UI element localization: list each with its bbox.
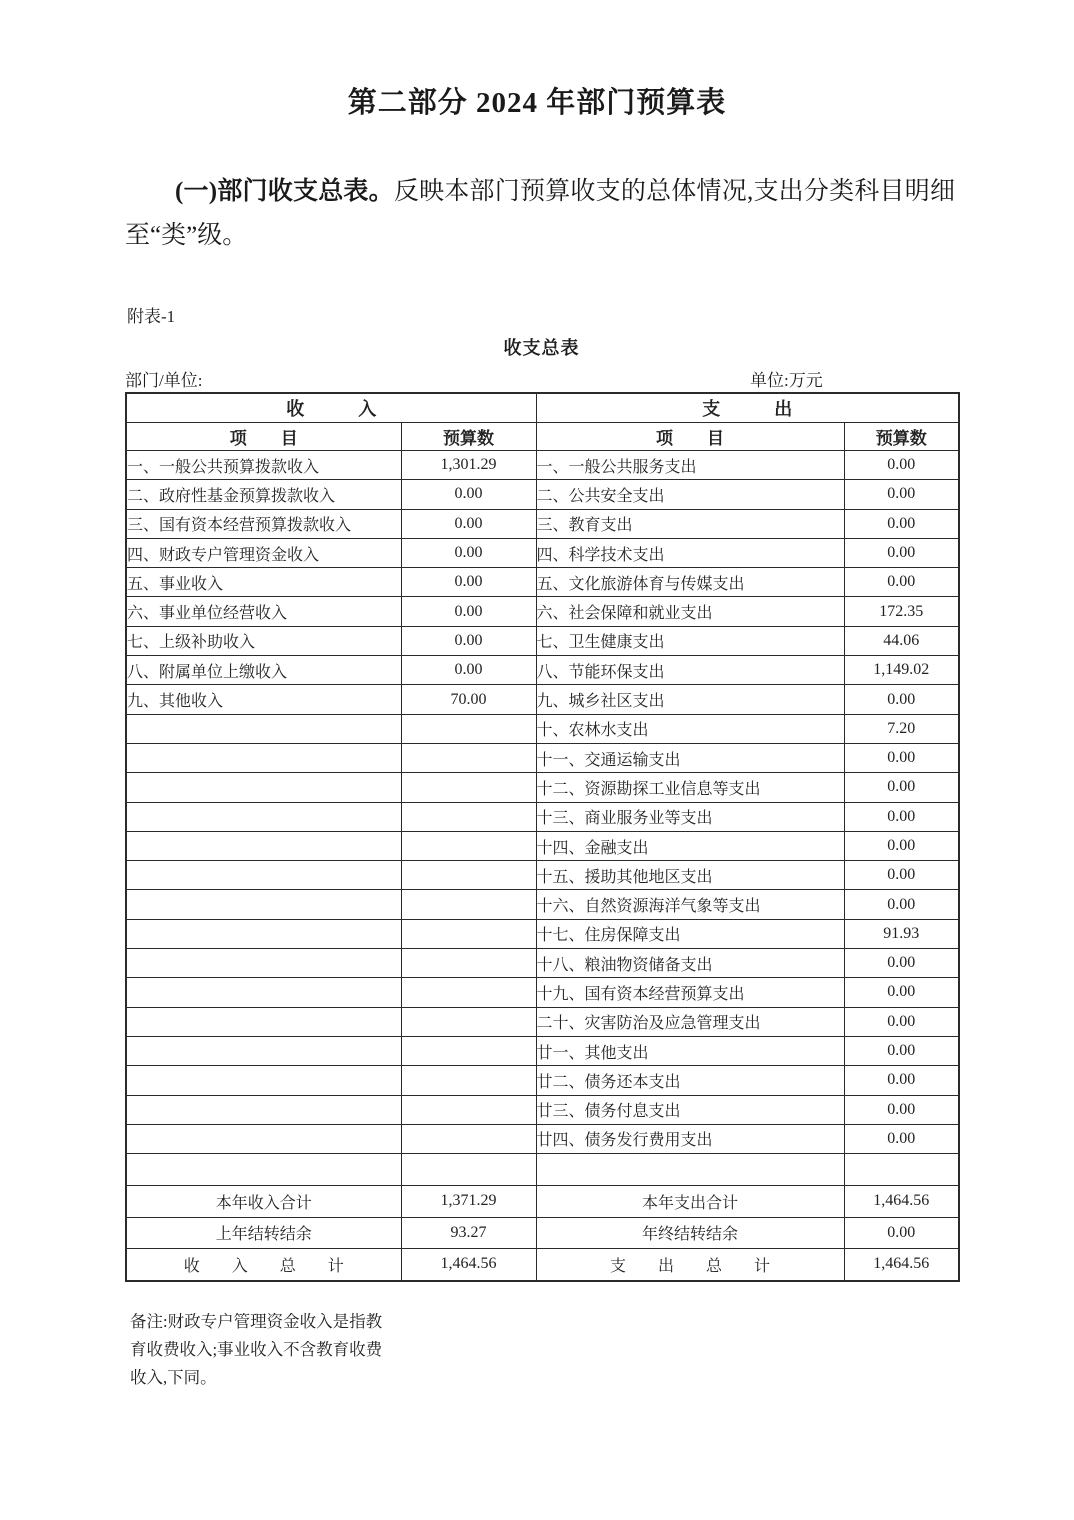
empty-cell bbox=[536, 1154, 844, 1186]
income-section-header: 收 入 bbox=[126, 393, 536, 423]
expense-value-cell: 0.00 bbox=[844, 773, 959, 802]
income-total-value-cell: 1,464.56 bbox=[401, 1249, 536, 1281]
income-value-cell: 0.00 bbox=[401, 626, 536, 655]
expense-item-cell: 廿四、债务发行费用支出 bbox=[536, 1124, 844, 1153]
spacer-row bbox=[126, 1154, 959, 1186]
expense-item-cell: 五、文化旅游体育与传媒支出 bbox=[536, 568, 844, 597]
expense-value-cell: 0.00 bbox=[844, 890, 959, 919]
expense-value-cell: 0.00 bbox=[844, 1036, 959, 1065]
budget-row bbox=[126, 568, 959, 597]
income-item-cell: 三、国有资本经营预算拨款收入 bbox=[126, 509, 401, 538]
department-unit-label: 部门/单位: bbox=[125, 371, 203, 390]
budget-row bbox=[126, 714, 959, 743]
budget-row bbox=[126, 656, 959, 685]
expense-value-cell: 0.00 bbox=[844, 743, 959, 772]
expense-value-cell: 172.35 bbox=[844, 597, 959, 626]
expense-value-cell: 0.00 bbox=[844, 509, 959, 538]
income-value-cell: 1,301.29 bbox=[401, 451, 536, 480]
budget-row bbox=[126, 1036, 959, 1065]
income-value-cell bbox=[401, 1095, 536, 1124]
expense-value-cell: 1,149.02 bbox=[844, 656, 959, 685]
total-row bbox=[126, 1217, 959, 1249]
income-item-header: 项 目 bbox=[126, 423, 401, 451]
expense-item-cell: 二十、灾害防治及应急管理支出 bbox=[536, 1007, 844, 1036]
expense-item-cell: 十九、国有资本经营预算支出 bbox=[536, 978, 844, 1007]
expense-item-cell: 八、节能环保支出 bbox=[536, 656, 844, 685]
income-value-cell: 0.00 bbox=[401, 509, 536, 538]
budget-row bbox=[126, 919, 959, 948]
expense-item-cell: 四、科学技术支出 bbox=[536, 538, 844, 567]
income-item-cell: 五、事业收入 bbox=[126, 568, 401, 597]
expense-value-cell: 0.00 bbox=[844, 451, 959, 480]
income-value-cell bbox=[401, 1036, 536, 1065]
expense-item-cell: 一、一般公共服务支出 bbox=[536, 451, 844, 480]
currency-unit-label: 单位:万元 bbox=[750, 371, 823, 390]
income-total-value-cell: 1,371.29 bbox=[401, 1186, 536, 1218]
intro-body-text: 反映本部门预算收支的总体情况,支出分类科目明细至“类”级。 bbox=[125, 178, 955, 249]
empty-cell bbox=[126, 1154, 401, 1186]
expense-value-cell: 91.93 bbox=[844, 919, 959, 948]
expense-item-cell: 十七、住房保障支出 bbox=[536, 919, 844, 948]
income-value-cell: 0.00 bbox=[401, 538, 536, 567]
budget-row bbox=[126, 802, 959, 831]
budget-row bbox=[126, 949, 959, 978]
budget-row bbox=[126, 597, 959, 626]
budget-row bbox=[126, 890, 959, 919]
budget-row bbox=[126, 1124, 959, 1153]
expense-value-cell: 0.00 bbox=[844, 538, 959, 567]
budget-row bbox=[126, 861, 959, 890]
expense-item-cell: 七、卫生健康支出 bbox=[536, 626, 844, 655]
expense-item-cell: 十六、自然资源海洋气象等支出 bbox=[536, 890, 844, 919]
expense-item-cell: 三、教育支出 bbox=[536, 509, 844, 538]
income-value-cell bbox=[401, 743, 536, 772]
income-value-cell: 0.00 bbox=[401, 480, 536, 509]
expense-value-cell: 0.00 bbox=[844, 978, 959, 1007]
intro-paragraph bbox=[125, 170, 955, 258]
budget-row bbox=[126, 626, 959, 655]
expense-item-cell: 九、城乡社区支出 bbox=[536, 685, 844, 714]
income-value-cell: 70.00 bbox=[401, 685, 536, 714]
income-value-cell bbox=[401, 802, 536, 831]
income-item-cell bbox=[126, 831, 401, 860]
expense-value-cell: 0.00 bbox=[844, 1095, 959, 1124]
budget-row bbox=[126, 978, 959, 1007]
income-budget-header: 预算数 bbox=[401, 423, 536, 451]
expense-total-label-cell: 本年支出合计 bbox=[536, 1186, 844, 1218]
income-item-cell bbox=[126, 1066, 401, 1095]
income-item-cell bbox=[126, 743, 401, 772]
expense-value-cell: 0.00 bbox=[844, 568, 959, 597]
budget-row bbox=[126, 1066, 959, 1095]
budget-row bbox=[126, 831, 959, 860]
income-value-cell: 0.00 bbox=[401, 597, 536, 626]
expense-value-cell: 7.20 bbox=[844, 714, 959, 743]
expense-item-cell: 十五、援助其他地区支出 bbox=[536, 861, 844, 890]
income-item-cell: 六、事业单位经营收入 bbox=[126, 597, 401, 626]
income-item-cell bbox=[126, 890, 401, 919]
section-header-row bbox=[126, 393, 959, 423]
income-value-cell bbox=[401, 773, 536, 802]
income-item-cell bbox=[126, 861, 401, 890]
expense-total-value-cell: 1,464.56 bbox=[844, 1249, 959, 1281]
expense-item-cell: 十三、商业服务业等支出 bbox=[536, 802, 844, 831]
budget-row bbox=[126, 1007, 959, 1036]
income-item-cell: 四、财政专户管理资金收入 bbox=[126, 538, 401, 567]
income-value-cell bbox=[401, 1124, 536, 1153]
income-total-label-cell: 本年收入合计 bbox=[126, 1186, 401, 1218]
income-value-cell bbox=[401, 1066, 536, 1095]
total-row bbox=[126, 1186, 959, 1218]
expense-total-label-cell: 支 出 总 计 bbox=[536, 1249, 844, 1281]
income-item-cell bbox=[126, 802, 401, 831]
expense-item-cell: 十一、交通运输支出 bbox=[536, 743, 844, 772]
income-value-cell bbox=[401, 831, 536, 860]
income-value-cell bbox=[401, 949, 536, 978]
expense-item-header: 项 目 bbox=[536, 423, 844, 451]
expense-item-cell: 十二、资源勘探工业信息等支出 bbox=[536, 773, 844, 802]
income-item-cell bbox=[126, 714, 401, 743]
footnote bbox=[130, 1308, 382, 1392]
income-total-label-cell: 收 入 总 计 bbox=[126, 1249, 401, 1281]
income-value-cell: 0.00 bbox=[401, 568, 536, 597]
footnote-line: 育收费收入;事业收入不含教育收费 bbox=[130, 1340, 383, 1359]
income-item-cell: 一、一般公共预算拨款收入 bbox=[126, 451, 401, 480]
income-item-cell: 八、附属单位上缴收入 bbox=[126, 656, 401, 685]
expense-item-cell: 十四、金融支出 bbox=[536, 831, 844, 860]
income-item-cell bbox=[126, 1095, 401, 1124]
expense-item-cell: 十、农林水支出 bbox=[536, 714, 844, 743]
income-item-cell bbox=[126, 1036, 401, 1065]
income-value-cell: 0.00 bbox=[401, 656, 536, 685]
income-item-cell bbox=[126, 949, 401, 978]
expense-value-cell: 0.00 bbox=[844, 1007, 959, 1036]
income-total-value-cell: 93.27 bbox=[401, 1217, 536, 1249]
empty-cell bbox=[401, 1154, 536, 1186]
income-total-label-cell: 上年结转结余 bbox=[126, 1217, 401, 1249]
budget-table-body bbox=[126, 451, 959, 1281]
expense-item-cell: 十八、粮油物资储备支出 bbox=[536, 949, 844, 978]
expense-item-cell: 二、公共安全支出 bbox=[536, 480, 844, 509]
expense-value-cell: 0.00 bbox=[844, 802, 959, 831]
income-value-cell bbox=[401, 890, 536, 919]
expense-section-header: 支 出 bbox=[536, 393, 959, 423]
footnote-line: 收入,下同。 bbox=[130, 1368, 217, 1387]
income-value-cell bbox=[401, 714, 536, 743]
unit-row bbox=[125, 366, 958, 391]
expense-value-cell: 0.00 bbox=[844, 480, 959, 509]
footnote-line: 备注:财政专户管理资金收入是指教 bbox=[130, 1312, 383, 1331]
income-item-cell bbox=[126, 773, 401, 802]
budget-table bbox=[125, 392, 960, 1282]
budget-row bbox=[126, 480, 959, 509]
income-item-cell: 二、政府性基金预算拨款收入 bbox=[126, 480, 401, 509]
income-item-cell: 七、上级补助收入 bbox=[126, 626, 401, 655]
income-item-cell bbox=[126, 919, 401, 948]
expense-total-value-cell: 1,464.56 bbox=[844, 1186, 959, 1218]
expense-item-cell: 六、社会保障和就业支出 bbox=[536, 597, 844, 626]
attachment-label: 附表-1 bbox=[127, 307, 176, 326]
expense-total-value-cell: 0.00 bbox=[844, 1217, 959, 1249]
expense-total-label-cell: 年终结转结余 bbox=[536, 1217, 844, 1249]
income-value-cell bbox=[401, 1007, 536, 1036]
income-item-cell: 九、其他收入 bbox=[126, 685, 401, 714]
total-row bbox=[126, 1249, 959, 1281]
page-title: 第二部分 2024 年部门预算表 bbox=[347, 87, 727, 119]
budget-row bbox=[126, 1095, 959, 1124]
expense-value-cell: 0.00 bbox=[844, 831, 959, 860]
budget-row bbox=[126, 743, 959, 772]
expense-value-cell: 0.00 bbox=[844, 685, 959, 714]
column-header-row bbox=[126, 423, 959, 451]
table-title: 收支总表 bbox=[503, 338, 580, 358]
expense-value-cell: 44.06 bbox=[844, 626, 959, 655]
expense-budget-header: 预算数 bbox=[844, 423, 959, 451]
expense-item-cell: 廿一、其他支出 bbox=[536, 1036, 844, 1065]
budget-row bbox=[126, 685, 959, 714]
income-item-cell bbox=[126, 1124, 401, 1153]
budget-row bbox=[126, 773, 959, 802]
income-value-cell bbox=[401, 861, 536, 890]
intro-lead-text: (一)部门收支总表。 bbox=[175, 178, 394, 205]
expense-item-cell: 廿二、债务还本支出 bbox=[536, 1066, 844, 1095]
budget-row bbox=[126, 538, 959, 567]
expense-value-cell: 0.00 bbox=[844, 861, 959, 890]
income-value-cell bbox=[401, 978, 536, 1007]
empty-cell bbox=[844, 1154, 959, 1186]
expense-value-cell: 0.00 bbox=[844, 1066, 959, 1095]
income-value-cell bbox=[401, 919, 536, 948]
budget-row bbox=[126, 451, 959, 480]
expense-value-cell: 0.00 bbox=[844, 1124, 959, 1153]
budget-row bbox=[126, 509, 959, 538]
income-item-cell bbox=[126, 1007, 401, 1036]
expense-item-cell: 廿三、债务付息支出 bbox=[536, 1095, 844, 1124]
expense-value-cell: 0.00 bbox=[844, 949, 959, 978]
income-item-cell bbox=[126, 978, 401, 1007]
